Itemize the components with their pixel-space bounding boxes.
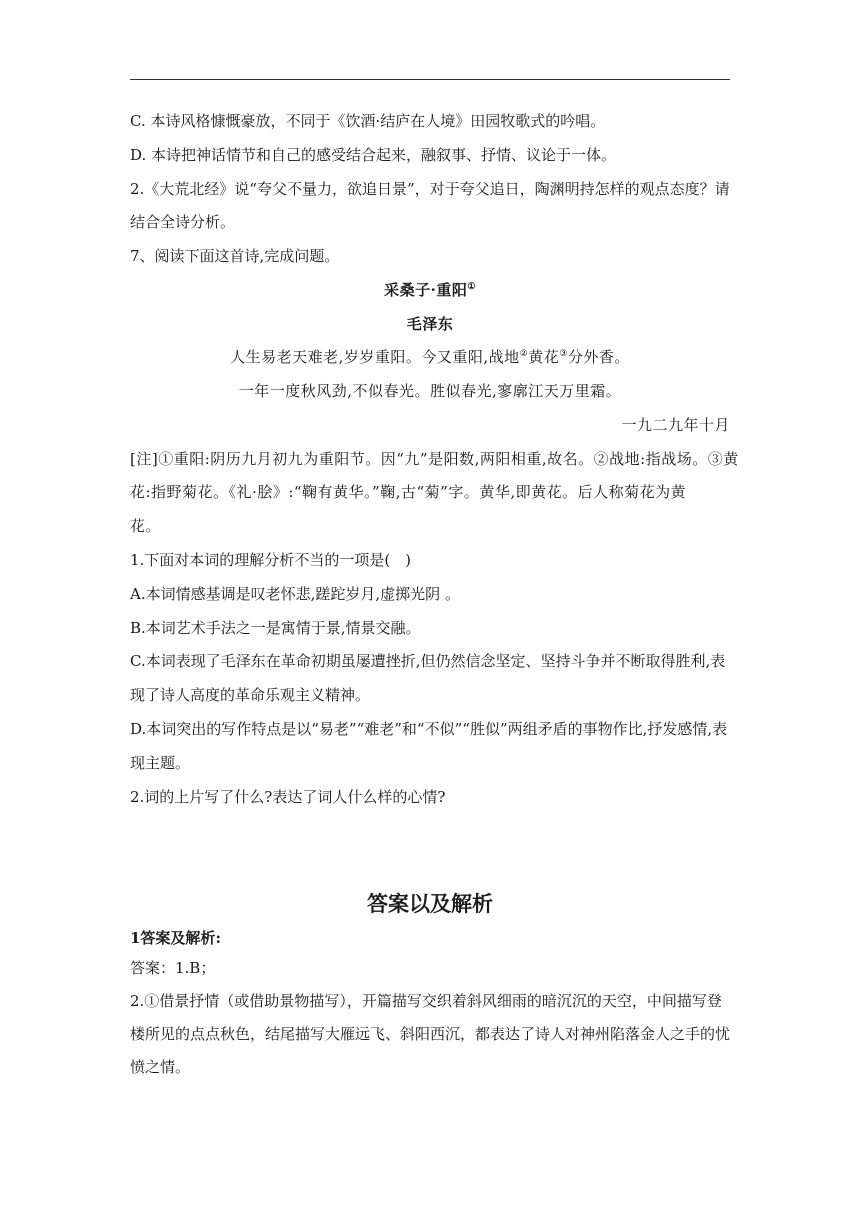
poem-line-1: 人生易老天难老,岁岁重阳。今又重阳,战地②黄花③分外香。 xyxy=(230,348,630,366)
header-rule xyxy=(130,79,730,80)
explanation-line-1: 2.①借景抒情（或借助景物描写），开篇描写交织着斜风细雨的暗沉沉的天空，中间描写登 xyxy=(130,992,722,1010)
poem-line-2: 一年一度秋风劲,不似春光。胜似春光,寥廓江天万里霜。 xyxy=(238,382,622,400)
poem-title: 采桑子·重阳① xyxy=(384,281,476,299)
choice-c-line-2: 现了诗人高度的革命乐观主义精神。 xyxy=(130,686,371,704)
note-line-3: 花。 xyxy=(130,517,162,535)
answer-key: 答案：1.B； xyxy=(130,959,216,977)
explanation-line-3: 愤之情。 xyxy=(130,1058,191,1076)
question-2-line-1: 2.《大荒北经》说“夸父不量力，欲追日景”，对于夸父追日，陶渊明持怎样的观点态度？请 xyxy=(130,180,730,198)
question-7-intro: 7、阅读下面这首诗,完成问题。 xyxy=(130,247,340,265)
poem-date: 一九二九年十月 xyxy=(621,416,730,434)
explanation-line-2: 楼所见的点点秋色，结尾描写大雁远飞、斜阳西沉，都表达了诗人对神州陷落金人之手的忧 xyxy=(130,1025,731,1043)
choice-a: A.本词情感基调是叹老怀悲,蹉跎岁月,虚掷光阴 。 xyxy=(130,585,460,603)
option-c: C. 本诗风格慷慨豪放，不同于《饮酒·结庐在人境》田园牧歌式的吟唱。 xyxy=(130,112,606,130)
choice-d-line-1: D.本词突出的写作特点是以“易老”“难老”和“不似”“胜似”两组矛盾的事物作比,抒发感情,表 xyxy=(130,720,728,738)
sub-question-2: 2.词的上片写了什么?表达了词人什么样的心情? xyxy=(130,788,446,806)
sub-question-1: 1.下面对本词的理解分析不当的一项是( ) xyxy=(130,551,412,569)
note-line-2: 花:指野菊花。《礼·脍》:“鞠有黄华。”鞠,古“菊”字。黄华,即黄花。后人称菊花为黄 xyxy=(130,483,687,501)
option-d: D. 本诗把神话情节和自己的感受结合起来，融叙事、抒情、议论于一体。 xyxy=(130,146,617,164)
answers-subheading: 1答案及解析: xyxy=(130,929,221,947)
question-2-line-2: 结合全诗分析。 xyxy=(130,213,236,231)
choice-b: B.本词艺术手法之一是寓情于景,情景交融。 xyxy=(130,619,421,637)
poem-author: 毛泽东 xyxy=(406,315,454,333)
note-line-1: [注]①重阳:阴历九月初九为重阳节。因“九”是阳数,两阳相重,故名。②战地:指战场。③黄 xyxy=(130,450,739,468)
answers-heading: 答案以及解析 xyxy=(367,892,493,916)
choice-d-line-2: 现主题。 xyxy=(130,754,191,772)
choice-c-line-1: C.本词表现了毛泽东在革命初期虽屡遭挫折,但仍然信念坚定、坚持斗争并不断取得胜利,表 xyxy=(130,652,726,670)
